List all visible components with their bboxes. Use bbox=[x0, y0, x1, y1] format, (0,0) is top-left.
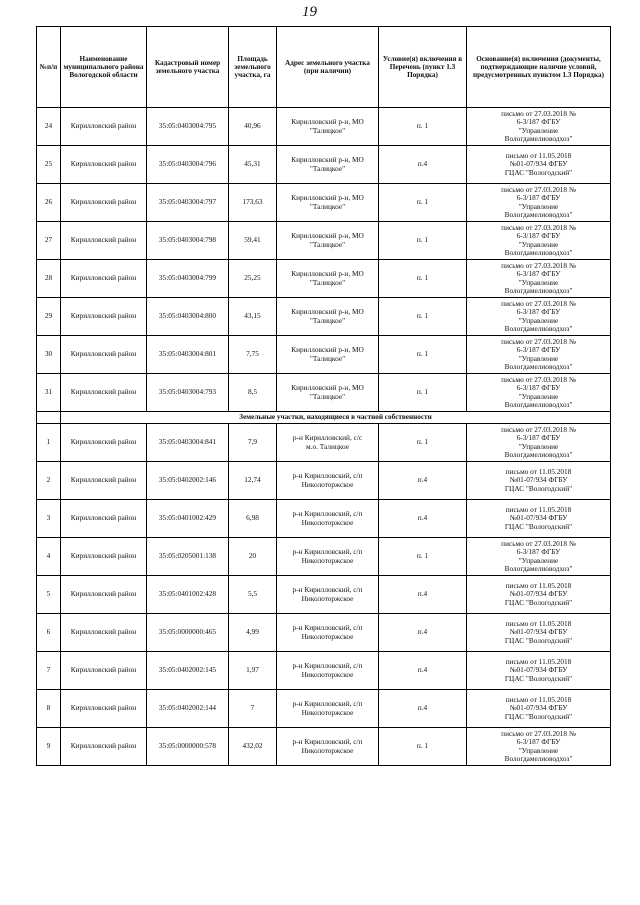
header-address: Адрес земельного участка (при наличии) bbox=[277, 27, 379, 108]
header-basis: Основание(я) включения (документы, подтверждающие наличие условий, предусмотренных пунктом 1.3 Порядка) bbox=[467, 27, 611, 108]
condition-cell: п.4 bbox=[379, 500, 467, 538]
district-cell: Кирилловский район bbox=[61, 538, 147, 576]
header-conditions: Условие(я) включения в Перечень (пункт 1.3 Порядка) bbox=[379, 27, 467, 108]
district-cell: Кирилловский район bbox=[61, 222, 147, 260]
basis-line: письмо от 11.05.2018 bbox=[505, 505, 572, 515]
address-line: Кирилловский р-н, МО bbox=[291, 269, 364, 279]
basis-line: 6-3/187 ФГБУ bbox=[516, 193, 561, 203]
address-line: "Талицкое" bbox=[309, 239, 346, 249]
condition-cell: п. 1 bbox=[379, 222, 467, 260]
district-cell: Кирилловский район bbox=[61, 576, 147, 614]
table-row bbox=[37, 728, 611, 766]
basis-line: №01-07/934 ФГБУ bbox=[509, 703, 568, 713]
basis-line: 6-3/187 ФГБУ bbox=[516, 345, 561, 355]
condition-cell: п. 1 bbox=[379, 374, 467, 412]
area-cell: 5,5 bbox=[229, 576, 277, 614]
basis-line: 6-3/187 ФГБУ bbox=[516, 231, 561, 241]
district-cell: Кирилловский район bbox=[61, 336, 147, 374]
row-number: 3 bbox=[37, 500, 61, 538]
basis-cell bbox=[467, 260, 611, 298]
table-row bbox=[37, 690, 611, 728]
cadastral-number-cell: 35:05:0402002:144 bbox=[147, 690, 229, 728]
area-cell: 7 bbox=[229, 690, 277, 728]
area-cell: 432,02 bbox=[229, 728, 277, 766]
basis-line: письмо от 27.03.2018 № bbox=[501, 729, 576, 739]
condition-cell: п. 1 bbox=[379, 336, 467, 374]
basis-line: "Управление bbox=[518, 125, 559, 135]
basis-line: 6-3/187 ФГБУ bbox=[516, 737, 561, 747]
address-cell bbox=[277, 108, 379, 146]
row-number: 6 bbox=[37, 614, 61, 652]
area-cell: 45,31 bbox=[229, 146, 277, 184]
basis-line: письмо от 11.05.2018 bbox=[505, 581, 572, 591]
basis-line: письмо от 27.03.2018 № bbox=[501, 299, 576, 309]
cadastral-number-cell: 35:05:0403004:799 bbox=[147, 260, 229, 298]
area-cell: 40,96 bbox=[229, 108, 277, 146]
cadastral-number-cell: 35:05:0402002:146 bbox=[147, 462, 229, 500]
row-number: 5 bbox=[37, 576, 61, 614]
basis-line: письмо от 11.05.2018 bbox=[505, 467, 572, 477]
basis-cell bbox=[467, 690, 611, 728]
district-cell: Кирилловский район bbox=[61, 298, 147, 336]
basis-line: Вологдамелиоводхоз" bbox=[504, 449, 573, 459]
district-cell: Кирилловский район bbox=[61, 690, 147, 728]
row-number: 8 bbox=[37, 690, 61, 728]
cadastral-number-cell: 35:05:0000000:578 bbox=[147, 728, 229, 766]
address-cell bbox=[277, 614, 379, 652]
table-row bbox=[37, 298, 611, 336]
row-number: 26 bbox=[37, 184, 61, 222]
table-row bbox=[37, 222, 611, 260]
table-row bbox=[37, 260, 611, 298]
section-row bbox=[37, 412, 611, 424]
address-line: "Талицкое" bbox=[309, 201, 346, 211]
basis-cell bbox=[467, 424, 611, 462]
condition-cell: п. 1 bbox=[379, 728, 467, 766]
address-cell bbox=[277, 374, 379, 412]
address-line: Кирилловский р-н, МО bbox=[291, 193, 364, 203]
district-cell: Кирилловский район bbox=[61, 728, 147, 766]
condition-cell: п.4 bbox=[379, 652, 467, 690]
address-cell bbox=[277, 538, 379, 576]
address-line: Николоторжское bbox=[301, 669, 354, 679]
table-row bbox=[37, 576, 611, 614]
basis-line: №01-07/934 ФГБУ bbox=[509, 589, 568, 599]
basis-line: 6-3/187 ФГБУ bbox=[516, 547, 561, 557]
district-cell: Кирилловский район bbox=[61, 424, 147, 462]
area-cell: 8,5 bbox=[229, 374, 277, 412]
district-cell: Кирилловский район bbox=[61, 146, 147, 184]
address-line: Кирилловский р-н, МО bbox=[291, 117, 364, 127]
address-line: Кирилловский р-н, МО bbox=[291, 307, 364, 317]
address-line: р-н Кирилловский, с/п bbox=[292, 661, 363, 671]
basis-line: письмо от 27.03.2018 № bbox=[501, 375, 576, 385]
district-cell: Кирилловский район bbox=[61, 374, 147, 412]
address-line: Николоторжское bbox=[301, 479, 354, 489]
row-number: 7 bbox=[37, 652, 61, 690]
basis-line: письмо от 11.05.2018 bbox=[505, 151, 572, 161]
area-cell: 12,74 bbox=[229, 462, 277, 500]
basis-line: "Управление bbox=[518, 353, 559, 363]
area-cell: 1,97 bbox=[229, 652, 277, 690]
address-cell bbox=[277, 222, 379, 260]
area-cell: 6,98 bbox=[229, 500, 277, 538]
table-row bbox=[37, 336, 611, 374]
district-cell: Кирилловский район bbox=[61, 108, 147, 146]
basis-line: ГЦАС "Вологодский" bbox=[504, 483, 573, 493]
basis-line: ГЦАС "Вологодский" bbox=[504, 597, 573, 607]
basis-line: №01-07/934 ФГБУ bbox=[509, 665, 568, 675]
address-cell bbox=[277, 462, 379, 500]
area-cell: 7,75 bbox=[229, 336, 277, 374]
basis-cell bbox=[467, 652, 611, 690]
address-line: р-н Кирилловский, с/п bbox=[292, 699, 363, 709]
basis-line: "Управление bbox=[518, 239, 559, 249]
address-line: Николоторжское bbox=[301, 555, 354, 565]
row-number: 28 bbox=[37, 260, 61, 298]
address-cell bbox=[277, 576, 379, 614]
page-number: 19 bbox=[302, 4, 317, 20]
address-line: р-н Кирилловский, с/п bbox=[292, 509, 363, 519]
cadastral-number-cell: 35:05:0000000:465 bbox=[147, 614, 229, 652]
address-cell bbox=[277, 260, 379, 298]
basis-cell bbox=[467, 538, 611, 576]
address-line: р-н Кирилловский, с/п bbox=[292, 623, 363, 633]
area-cell: 4,99 bbox=[229, 614, 277, 652]
basis-cell bbox=[467, 146, 611, 184]
header-district: Наименование муниципального района Вологодской области bbox=[61, 27, 147, 108]
table-row bbox=[37, 424, 611, 462]
row-number: 25 bbox=[37, 146, 61, 184]
address-cell bbox=[277, 184, 379, 222]
cadastral-number-cell: 35:05:0403004:795 bbox=[147, 108, 229, 146]
address-line: Николоторжское bbox=[301, 745, 354, 755]
basis-cell bbox=[467, 298, 611, 336]
table-body-part1 bbox=[37, 108, 611, 412]
address-line: Кирилловский р-н, МО bbox=[291, 345, 364, 355]
cadastral-number-cell: 35:05:0403004:793 bbox=[147, 374, 229, 412]
cadastral-number-cell: 35:05:0403004:797 bbox=[147, 184, 229, 222]
address-cell bbox=[277, 146, 379, 184]
condition-cell: п. 1 bbox=[379, 184, 467, 222]
area-cell: 20 bbox=[229, 538, 277, 576]
address-line: р-н Кирилловский, с/п bbox=[292, 471, 363, 481]
basis-cell bbox=[467, 500, 611, 538]
address-cell bbox=[277, 500, 379, 538]
district-cell: Кирилловский район bbox=[61, 260, 147, 298]
row-number: 31 bbox=[37, 374, 61, 412]
basis-line: №01-07/934 ФГБУ bbox=[509, 627, 568, 637]
cadastral-number-cell: 35:05:0402002:145 bbox=[147, 652, 229, 690]
condition-cell: п. 1 bbox=[379, 538, 467, 576]
address-cell bbox=[277, 336, 379, 374]
address-line: р-н Кирилловский, с/с bbox=[292, 433, 363, 443]
row-number: 1 bbox=[37, 424, 61, 462]
row-number: 29 bbox=[37, 298, 61, 336]
cadastral-number-cell: 35:05:0401002:428 bbox=[147, 576, 229, 614]
district-cell: Кирилловский район bbox=[61, 462, 147, 500]
basis-line: Вологдамелиоводхоз" bbox=[504, 209, 573, 219]
address-line: р-н Кирилловский, с/п bbox=[292, 585, 363, 595]
basis-line: письмо от 27.03.2018 № bbox=[501, 539, 576, 549]
basis-line: Вологдамелиоводхоз" bbox=[504, 753, 573, 763]
basis-line: 6-3/187 ФГБУ bbox=[516, 307, 561, 317]
table-row bbox=[37, 108, 611, 146]
basis-line: Вологдамелиоводхоз" bbox=[504, 361, 573, 371]
basis-line: "Управление bbox=[518, 745, 559, 755]
basis-cell bbox=[467, 576, 611, 614]
cadastral-number-cell: 35:05:0403004:801 bbox=[147, 336, 229, 374]
address-line: Кирилловский р-н, МО bbox=[291, 155, 364, 165]
basis-cell bbox=[467, 374, 611, 412]
basis-line: 6-3/187 ФГБУ bbox=[516, 269, 561, 279]
condition-cell: п. 1 bbox=[379, 260, 467, 298]
basis-line: письмо от 11.05.2018 bbox=[505, 657, 572, 667]
address-cell bbox=[277, 424, 379, 462]
address-line: Николоторжское bbox=[301, 593, 354, 603]
table-row bbox=[37, 462, 611, 500]
row-number: 24 bbox=[37, 108, 61, 146]
table-row bbox=[37, 146, 611, 184]
basis-line: письмо от 27.03.2018 № bbox=[501, 185, 576, 195]
basis-line: ГЦАС "Вологодский" bbox=[504, 673, 573, 683]
address-line: "Талицкое" bbox=[309, 277, 346, 287]
table-row bbox=[37, 538, 611, 576]
basis-line: письмо от 11.05.2018 bbox=[505, 619, 572, 629]
basis-line: Вологдамелиоводхоз" bbox=[504, 563, 573, 573]
header-cadastral: Кадастровый номер земельного участка bbox=[147, 27, 229, 108]
area-cell: 173,63 bbox=[229, 184, 277, 222]
basis-line: №01-07/934 ФГБУ bbox=[509, 513, 568, 523]
area-cell: 43,15 bbox=[229, 298, 277, 336]
basis-line: письмо от 27.03.2018 № bbox=[501, 425, 576, 435]
basis-line: Вологдамелиоводхоз" bbox=[504, 399, 573, 409]
area-cell: 59,41 bbox=[229, 222, 277, 260]
district-cell: Кирилловский район bbox=[61, 614, 147, 652]
table-header-row bbox=[37, 27, 611, 108]
cadastral-number-cell: 35:05:0403004:841 bbox=[147, 424, 229, 462]
address-cell bbox=[277, 652, 379, 690]
cadastral-number-cell: 35:05:0403004:798 bbox=[147, 222, 229, 260]
header-num: №п/п bbox=[37, 27, 61, 108]
condition-cell: п. 1 bbox=[379, 108, 467, 146]
basis-cell bbox=[467, 462, 611, 500]
basis-line: 6-3/187 ФГБУ bbox=[516, 433, 561, 443]
basis-line: "Управление bbox=[518, 201, 559, 211]
address-line: м.о. Талицкое bbox=[306, 441, 349, 451]
table-row bbox=[37, 500, 611, 538]
row-number: 9 bbox=[37, 728, 61, 766]
cadastral-number-cell: 35:05:0401002:429 bbox=[147, 500, 229, 538]
land-plots-table bbox=[36, 26, 611, 766]
address-cell bbox=[277, 690, 379, 728]
cadastral-number-cell: 35:05:0403004:800 bbox=[147, 298, 229, 336]
basis-line: ГЦАС "Вологодский" bbox=[504, 711, 573, 721]
basis-line: письмо от 27.03.2018 № bbox=[501, 223, 576, 233]
header-area: Площадь земельного участка, га bbox=[229, 27, 277, 108]
condition-cell: п.4 bbox=[379, 576, 467, 614]
basis-line: "Управление bbox=[518, 391, 559, 401]
condition-cell: п.4 bbox=[379, 690, 467, 728]
cadastral-number-cell: 35:05:0403004:796 bbox=[147, 146, 229, 184]
condition-cell: п.4 bbox=[379, 614, 467, 652]
address-line: "Талицкое" bbox=[309, 125, 346, 135]
area-cell: 7,9 bbox=[229, 424, 277, 462]
basis-cell bbox=[467, 184, 611, 222]
address-line: Николоторжское bbox=[301, 517, 354, 527]
row-number: 4 bbox=[37, 538, 61, 576]
row-number: 27 bbox=[37, 222, 61, 260]
basis-line: ГЦАС "Вологодский" bbox=[504, 521, 573, 531]
basis-line: "Управление bbox=[518, 315, 559, 325]
basis-line: письмо от 11.05.2018 bbox=[505, 695, 572, 705]
table-row bbox=[37, 652, 611, 690]
address-line: "Талицкое" bbox=[309, 163, 346, 173]
basis-cell bbox=[467, 336, 611, 374]
address-line: "Талицкое" bbox=[309, 353, 346, 363]
table-body-part2 bbox=[37, 424, 611, 766]
basis-line: №01-07/934 ФГБУ bbox=[509, 159, 568, 169]
section-title: Земельные участки, находящиеся в частной собственности bbox=[61, 412, 611, 424]
basis-line: Вологдамелиоводхоз" bbox=[504, 285, 573, 295]
basis-line: ГЦАС "Вологодский" bbox=[504, 167, 573, 177]
address-cell bbox=[277, 728, 379, 766]
basis-line: 6-3/187 ФГБУ bbox=[516, 117, 561, 127]
area-cell: 25,25 bbox=[229, 260, 277, 298]
basis-line: письмо от 27.03.2018 № bbox=[501, 109, 576, 119]
basis-cell bbox=[467, 222, 611, 260]
basis-line: "Управление bbox=[518, 441, 559, 451]
row-number: 2 bbox=[37, 462, 61, 500]
basis-line: "Управление bbox=[518, 555, 559, 565]
basis-cell bbox=[467, 728, 611, 766]
table-row bbox=[37, 184, 611, 222]
district-cell: Кирилловский район bbox=[61, 652, 147, 690]
address-cell bbox=[277, 298, 379, 336]
basis-line: Вологдамелиоводхоз" bbox=[504, 247, 573, 257]
address-line: "Талицкое" bbox=[309, 391, 346, 401]
condition-cell: п.4 bbox=[379, 462, 467, 500]
section-blank-cell bbox=[37, 412, 61, 424]
address-line: "Талицкое" bbox=[309, 315, 346, 325]
table-row bbox=[37, 614, 611, 652]
address-line: р-н Кирилловский, с/п bbox=[292, 547, 363, 557]
basis-line: письмо от 27.03.2018 № bbox=[501, 337, 576, 347]
condition-cell: п. 1 bbox=[379, 298, 467, 336]
district-cell: Кирилловский район bbox=[61, 500, 147, 538]
district-cell: Кирилловский район bbox=[61, 184, 147, 222]
address-line: Кирилловский р-н, МО bbox=[291, 383, 364, 393]
address-line: р-н Кирилловский, с/п bbox=[292, 737, 363, 747]
table-section bbox=[37, 412, 611, 424]
basis-line: Вологдамелиоводхоз" bbox=[504, 133, 573, 143]
row-number: 30 bbox=[37, 336, 61, 374]
cadastral-number-cell: 35:05:0205001:138 bbox=[147, 538, 229, 576]
basis-line: 6-3/187 ФГБУ bbox=[516, 383, 561, 393]
basis-line: Вологдамелиоводхоз" bbox=[504, 323, 573, 333]
condition-cell: п.4 bbox=[379, 146, 467, 184]
basis-line: "Управление bbox=[518, 277, 559, 287]
address-line: Николоторжское bbox=[301, 631, 354, 641]
basis-cell bbox=[467, 614, 611, 652]
table-row bbox=[37, 374, 611, 412]
address-line: Кирилловский р-н, МО bbox=[291, 231, 364, 241]
basis-cell bbox=[467, 108, 611, 146]
basis-line: ГЦАС "Вологодский" bbox=[504, 635, 573, 645]
condition-cell: п. 1 bbox=[379, 424, 467, 462]
basis-line: №01-07/934 ФГБУ bbox=[509, 475, 568, 485]
basis-line: письмо от 27.03.2018 № bbox=[501, 261, 576, 271]
address-line: Николоторжское bbox=[301, 707, 354, 717]
